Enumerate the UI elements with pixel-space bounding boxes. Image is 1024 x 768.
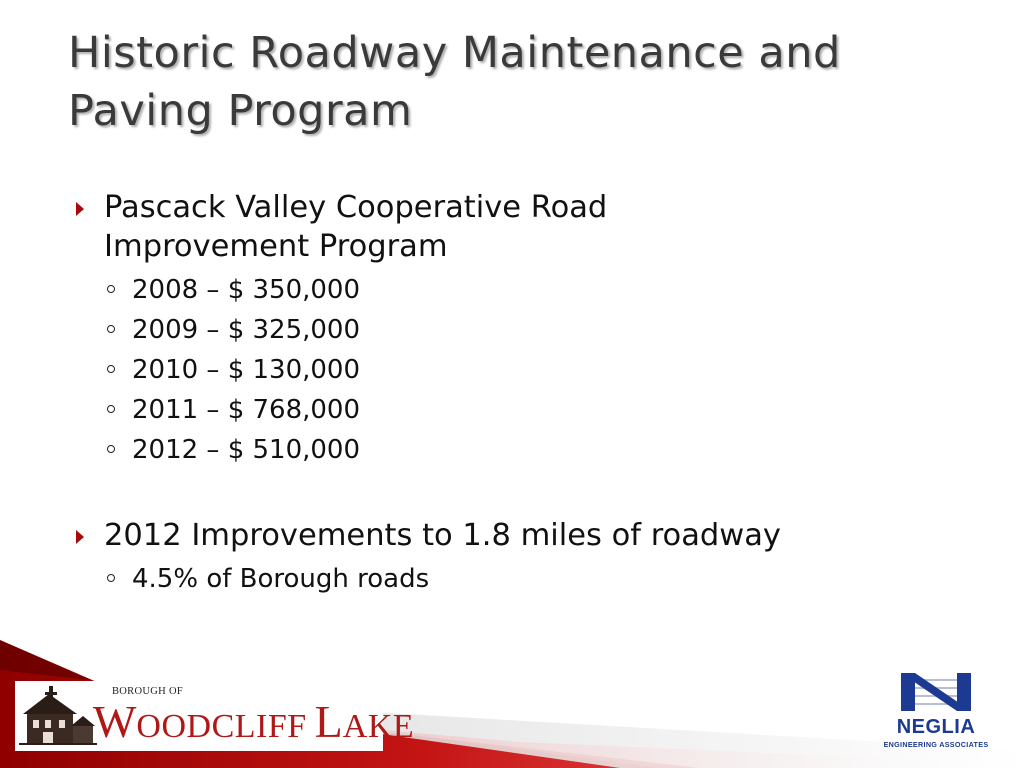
logo-initial-w: W	[93, 696, 137, 747]
circle-bullet-icon	[107, 285, 115, 293]
slide-title	[68, 24, 998, 140]
bullet-arrow-icon	[76, 202, 84, 216]
sub-bullet-item	[74, 270, 974, 310]
bullet-item	[74, 188, 974, 266]
bullet-item	[74, 516, 974, 555]
sub-bullet-text: 2012 – $ 510,000	[132, 435, 361, 465]
sub-bullet-item	[74, 430, 974, 470]
logo-name-part-2: AKE	[342, 708, 415, 745]
bullet-text-line-1: Pascack Valley Cooperative Road	[104, 190, 608, 225]
logo-name	[93, 698, 414, 757]
neglia-logo	[872, 672, 1000, 754]
bullet-text-line-1: 2012 Improvements to 1.8 miles of roadway	[104, 518, 781, 553]
sub-bullet-text: 4.5% of Borough roads	[132, 564, 430, 594]
circle-bullet-icon	[107, 445, 115, 453]
church-icon	[19, 684, 97, 748]
circle-bullet-icon	[107, 405, 115, 413]
circle-bullet-icon	[107, 574, 115, 582]
neglia-n-icon	[899, 672, 973, 712]
sub-bullet-item	[74, 559, 974, 599]
title-line-1: Historic Roadway Maintenance and	[68, 28, 841, 78]
bullet-text-line-2: Improvement Program	[104, 229, 448, 264]
sub-bullet-item	[74, 350, 974, 390]
woodcliff-lake-logo	[15, 681, 415, 751]
circle-bullet-icon	[107, 365, 115, 373]
sub-bullet-list	[74, 559, 974, 599]
neglia-name: NEGLIA	[896, 716, 976, 738]
sub-bullet-item	[74, 390, 974, 430]
title-line-2: Paving Program	[68, 86, 413, 136]
logo-caption: BOROUGH OF	[112, 686, 183, 697]
neglia-tagline: ENGINEERING ASSOCIATES	[883, 740, 989, 749]
sub-bullet-text: 2010 – $ 130,000	[132, 355, 361, 385]
sub-bullet-text: 2009 – $ 325,000	[132, 315, 361, 345]
sub-bullet-text: 2008 – $ 350,000	[132, 275, 361, 305]
sub-bullet-text: 2011 – $ 768,000	[132, 395, 361, 425]
sub-bullet-list	[74, 270, 974, 470]
logo-initial-l: L	[314, 696, 343, 747]
sub-bullet-item	[74, 310, 974, 350]
bullet-arrow-icon	[76, 530, 84, 544]
logo-name-part-1: OODCLIFF	[136, 708, 307, 745]
circle-bullet-icon	[107, 325, 115, 333]
bullet-list	[74, 188, 974, 599]
